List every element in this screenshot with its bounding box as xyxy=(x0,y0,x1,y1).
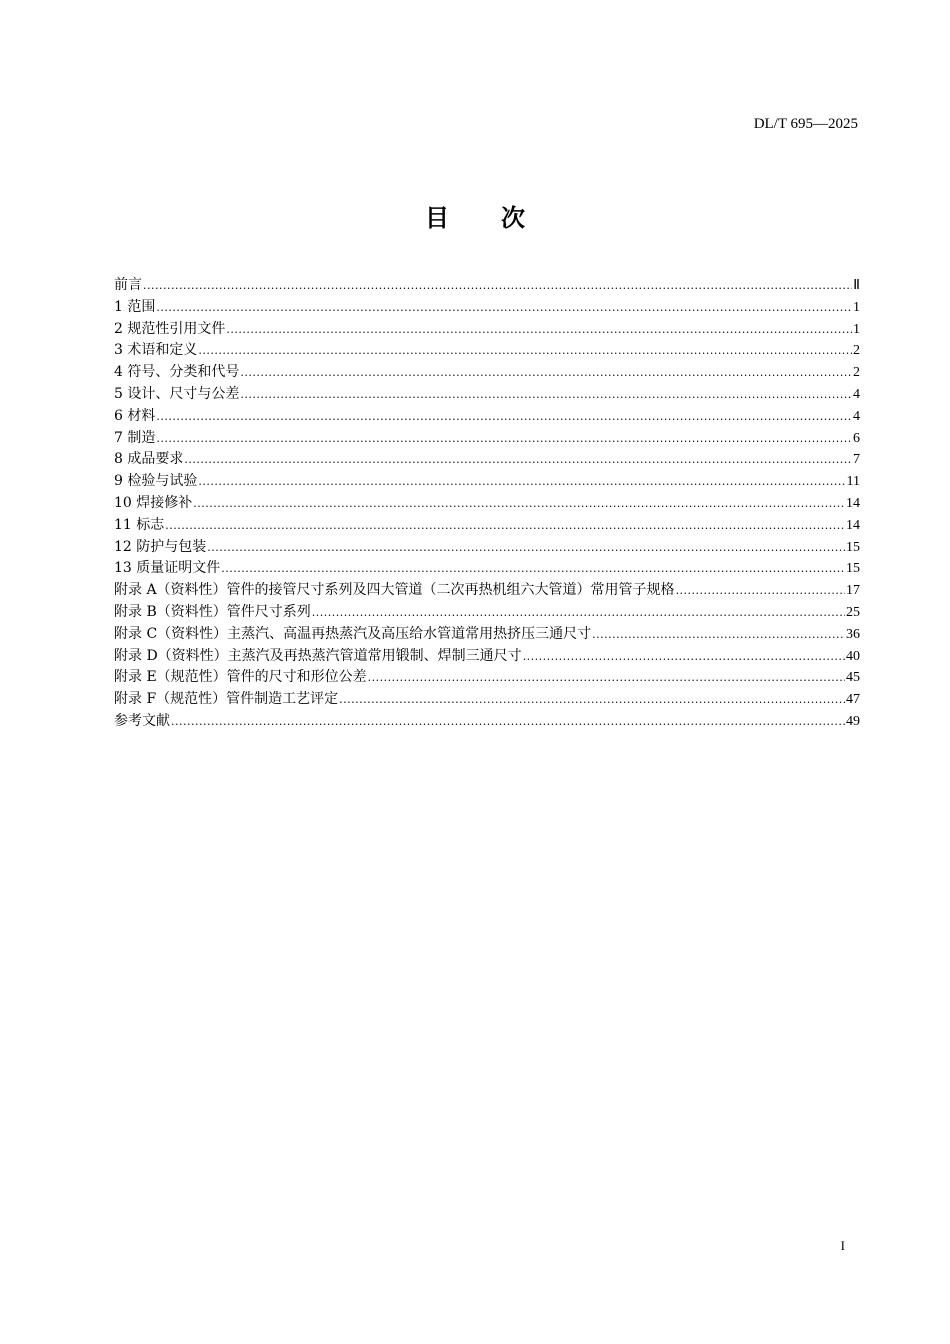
toc-leader-dots xyxy=(339,693,845,706)
toc-entry-label: 附录 F（规范性）管件制造工艺评定 xyxy=(114,691,339,708)
page-number: I xyxy=(840,1238,845,1253)
toc-entry-label: 2 规范性引用文件 xyxy=(114,320,226,337)
toc-entry-page: 47 xyxy=(846,692,860,708)
toc-entry-label: 附录 A（资料性）管件的接管尺寸系列及四大管道（二次再热机组六大管道）常用管子规格 xyxy=(114,582,675,599)
toc-entry[interactable] xyxy=(114,470,860,492)
toc-entry[interactable] xyxy=(114,318,860,340)
toc-entry-label: 附录 C（资料性）主蒸汽、高温再热蒸汽及高压给水管道常用热挤压三通尺寸 xyxy=(114,625,592,642)
toc-entry[interactable] xyxy=(114,448,860,470)
toc-entry-label: 8 成品要求 xyxy=(114,451,184,468)
toc-entry-label: 10 焊接修补 xyxy=(114,494,193,511)
toc-entry-label: 5 设计、尺寸与公差 xyxy=(114,385,240,402)
toc-leader-dots xyxy=(184,453,852,466)
toc-entry-label: 12 防护与包装 xyxy=(114,538,207,555)
toc-leader-dots xyxy=(198,475,845,488)
toc-leader-dots xyxy=(156,301,852,314)
toc-entry-page: 4 xyxy=(853,408,860,424)
toc-leader-dots xyxy=(171,715,845,728)
toc-entry[interactable] xyxy=(114,296,860,318)
toc-entry-page: 2 xyxy=(853,343,860,359)
toc-entry-label: 6 材料 xyxy=(114,407,156,424)
toc-entry-label: 7 制造 xyxy=(114,429,156,446)
toc-entry-label: 附录 D（资料性）主蒸汽及再热蒸汽管道常用锻制、焊制三通尺寸 xyxy=(114,647,522,664)
toc-entry[interactable] xyxy=(114,645,860,667)
title-char-2: 次 xyxy=(501,204,525,232)
toc-entry-page: 40 xyxy=(846,648,860,664)
toc-leader-dots xyxy=(240,366,852,379)
toc-entry-label: 11 标志 xyxy=(114,516,165,533)
toc-entry-label: 1 范围 xyxy=(114,298,156,315)
document-code: DL/T 695—2025 xyxy=(753,116,858,132)
toc-entry-page: Ⅱ xyxy=(853,278,860,293)
page-title xyxy=(0,198,950,233)
toc-entry-page: 1 xyxy=(853,299,860,315)
toc-entry[interactable] xyxy=(114,666,860,688)
toc-entry-label: 3 术语和定义 xyxy=(114,342,198,359)
toc-entry[interactable] xyxy=(114,274,860,296)
toc-entry[interactable] xyxy=(114,361,860,383)
toc-entry-label: 参考文献 xyxy=(114,712,170,729)
toc-entry-page: 14 xyxy=(846,495,860,511)
toc-entry-label: 4 符号、分类和代号 xyxy=(114,364,240,381)
toc-entry[interactable] xyxy=(114,427,860,449)
toc-leader-dots xyxy=(156,410,852,423)
toc-leader-dots xyxy=(676,584,845,597)
toc-entry-label: 附录 B（资料性）管件尺寸系列 xyxy=(114,603,311,620)
toc-leader-dots xyxy=(240,388,852,401)
toc-leader-dots xyxy=(193,497,845,510)
toc-leader-dots xyxy=(312,606,845,619)
toc-entry-page: 25 xyxy=(846,604,860,620)
toc-entry[interactable] xyxy=(114,688,860,710)
toc-entry[interactable] xyxy=(114,579,860,601)
toc-entry-label: 9 检验与试验 xyxy=(114,473,198,490)
toc-entry-page: 6 xyxy=(853,430,860,446)
toc-leader-dots xyxy=(592,628,845,641)
toc-entry[interactable] xyxy=(114,536,860,558)
toc-leader-dots xyxy=(221,562,845,575)
toc-entry-page: 36 xyxy=(846,626,860,642)
toc-leader-dots xyxy=(143,279,852,292)
toc-entry-page: 17 xyxy=(846,583,860,599)
toc-entry-page: 1 xyxy=(853,321,860,337)
toc-entry-page: 15 xyxy=(846,561,860,577)
toc-entry-page: 4 xyxy=(853,386,860,402)
toc-entry-page: 45 xyxy=(846,670,860,686)
toc-entry[interactable] xyxy=(114,514,860,536)
toc-leader-dots xyxy=(523,650,845,663)
toc-entry[interactable] xyxy=(114,405,860,427)
toc-leader-dots xyxy=(156,432,852,445)
toc-entry-label: 13 质量证明文件 xyxy=(114,560,221,577)
title-char-1: 目 xyxy=(425,204,449,232)
toc-entry-page: 49 xyxy=(846,713,860,729)
table-of-contents xyxy=(114,274,860,732)
toc-entry-page: 14 xyxy=(846,517,860,533)
toc-entry[interactable] xyxy=(114,557,860,579)
toc-leader-dots xyxy=(226,323,852,336)
toc-entry-page: 15 xyxy=(846,539,860,555)
toc-entry-label: 附录 E（规范性）管件的尺寸和形位公差 xyxy=(114,669,367,686)
toc-entry-page: 2 xyxy=(853,365,860,381)
toc-entry[interactable] xyxy=(114,339,860,361)
toc-leader-dots xyxy=(207,541,845,554)
toc-entry[interactable] xyxy=(114,623,860,645)
toc-entry[interactable] xyxy=(114,710,860,732)
toc-entry[interactable] xyxy=(114,492,860,514)
toc-leader-dots xyxy=(198,344,852,357)
toc-leader-dots xyxy=(368,671,845,684)
toc-entry-page: 11 xyxy=(846,474,860,490)
toc-entry-label: 前言 xyxy=(114,277,142,293)
toc-entry[interactable] xyxy=(114,383,860,405)
toc-leader-dots xyxy=(165,519,845,532)
toc-entry[interactable] xyxy=(114,601,860,623)
toc-entry-page: 7 xyxy=(853,452,860,468)
